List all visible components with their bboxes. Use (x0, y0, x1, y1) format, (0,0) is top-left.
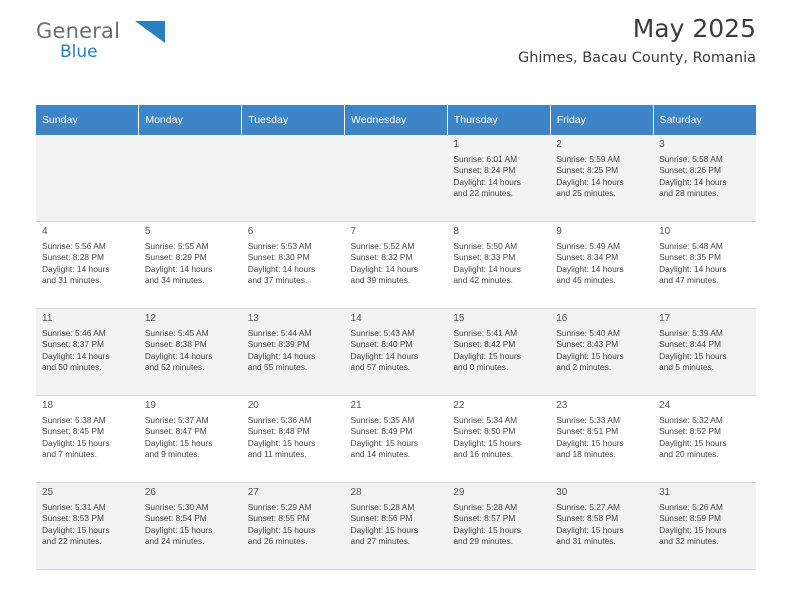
day-detail-line: Sunset: 8:39 PM (247, 339, 310, 350)
day-detail-line: and 2 minutes. (556, 362, 612, 373)
calendar-day-cell (345, 222, 448, 309)
day-detail-line: and 11 minutes. (247, 449, 307, 460)
day-number: 25 (42, 487, 54, 498)
day-detail-line: Sunset: 8:26 PM (659, 165, 721, 176)
day-detail-line: Sunrise: 5:27 AM (556, 501, 620, 512)
logo-blue-text: Blue (60, 42, 98, 62)
calendar-day-cell (447, 483, 550, 570)
flag-icon (135, 21, 165, 43)
calendar-day-cell (345, 483, 448, 570)
day-number: 13 (247, 313, 259, 324)
day-detail-line: and 27 minutes. (350, 536, 411, 547)
day-detail-line: Daylight: 14 hours (453, 263, 521, 274)
day-detail-line: Daylight: 15 hours (247, 524, 316, 535)
weekday-header-tuesday: Tuesday (242, 105, 345, 135)
day-number: 6 (247, 226, 254, 237)
day-detail-line: Sunrise: 5:34 AM (453, 414, 518, 425)
day-detail-line: Sunrise: 6:01 AM (453, 153, 518, 164)
day-detail-line: Sunrise: 5:28 AM (350, 501, 415, 512)
logo-general-text: General (36, 19, 121, 43)
calendar-day-cell (36, 309, 139, 396)
day-detail-line: Daylight: 15 hours (42, 437, 110, 448)
weekday-header-monday: Monday (139, 105, 242, 135)
day-detail-line: Daylight: 14 hours (556, 263, 624, 274)
day-detail-line: Sunrise: 5:33 AM (556, 414, 620, 425)
calendar-day-cell (447, 222, 550, 309)
day-detail-line: Sunrise: 5:39 AM (659, 327, 723, 338)
day-detail-line: Daylight: 14 hours (659, 263, 727, 274)
day-detail-line: Daylight: 14 hours (659, 176, 727, 187)
day-detail-line: and 22 minutes. (453, 188, 513, 199)
calendar-cell-empty (36, 135, 139, 222)
day-detail-line: Daylight: 15 hours (659, 350, 727, 361)
day-detail-line: and 20 minutes. (659, 449, 719, 460)
day-detail-line: Daylight: 14 hours (42, 263, 110, 274)
day-detail-line: Sunset: 8:53 PM (42, 513, 104, 524)
day-detail-line: Sunset: 8:34 PM (556, 252, 619, 263)
day-detail-line: and 22 minutes. (42, 536, 102, 547)
day-detail-line: Sunrise: 5:41 AM (453, 327, 518, 338)
day-detail-line: Daylight: 15 hours (453, 437, 521, 448)
calendar-day-cell (550, 396, 653, 483)
day-detail-line: Sunset: 8:52 PM (659, 426, 721, 437)
day-detail-line: Daylight: 14 hours (350, 263, 419, 274)
day-number: 7 (350, 226, 357, 237)
day-detail-line: and 7 minutes. (42, 449, 97, 460)
calendar-day-cell (550, 135, 653, 222)
day-number: 12 (144, 313, 156, 324)
day-detail-line: Daylight: 15 hours (659, 437, 727, 448)
day-detail-line: and 26 minutes. (247, 536, 308, 547)
day-detail-line: Daylight: 14 hours (42, 350, 110, 361)
day-detail-line: Sunrise: 5:49 AM (556, 240, 620, 251)
day-detail-line: Sunrise: 5:26 AM (659, 501, 723, 512)
calendar-week-row (36, 396, 756, 483)
day-detail-line: and 50 minutes. (42, 362, 102, 373)
day-number: 9 (556, 226, 562, 237)
day-detail-line: Daylight: 15 hours (350, 524, 419, 535)
day-number: 2 (556, 139, 562, 150)
day-detail-line: Daylight: 14 hours (247, 350, 316, 361)
day-number: 19 (144, 400, 156, 411)
day-detail-line: and 24 minutes. (144, 536, 205, 547)
calendar-day-cell (653, 135, 756, 222)
day-number: 14 (350, 313, 362, 324)
calendar-cell-empty (242, 135, 345, 222)
day-number: 16 (556, 313, 568, 324)
day-detail-line: Sunset: 8:49 PM (350, 426, 413, 437)
day-detail-line: and 34 minutes. (144, 275, 205, 286)
day-detail-line: Daylight: 15 hours (556, 524, 624, 535)
day-number: 30 (556, 487, 568, 498)
day-number: 31 (659, 487, 671, 498)
calendar-day-cell (550, 309, 653, 396)
day-detail-line: Sunrise: 5:30 AM (144, 501, 209, 512)
calendar-day-cell (447, 396, 550, 483)
day-detail-line: Sunset: 8:51 PM (556, 426, 619, 437)
day-number: 3 (659, 139, 665, 150)
day-number: 15 (453, 313, 465, 324)
day-detail-line: Daylight: 15 hours (144, 524, 213, 535)
day-detail-line: Sunset: 8:35 PM (659, 252, 721, 263)
day-number: 24 (659, 400, 671, 411)
day-detail-line: Sunset: 8:42 PM (453, 339, 516, 350)
day-detail-line: Sunset: 8:28 PM (42, 252, 104, 263)
day-detail-line: Sunset: 8:30 PM (247, 252, 310, 263)
calendar-table (36, 105, 756, 570)
day-number: 8 (453, 226, 459, 237)
day-detail-line: Sunset: 8:24 PM (453, 165, 516, 176)
day-detail-line: Daylight: 14 hours (144, 350, 213, 361)
day-detail-line: and 18 minutes. (556, 449, 616, 460)
calendar-day-cell (139, 396, 242, 483)
day-detail-line: and 9 minutes. (144, 449, 200, 460)
day-detail-line: Sunrise: 5:40 AM (556, 327, 620, 338)
calendar-day-cell (242, 222, 345, 309)
day-number: 1 (453, 139, 459, 150)
day-detail-line: Sunrise: 5:35 AM (350, 414, 415, 425)
day-detail-line: Daylight: 15 hours (144, 437, 213, 448)
day-number: 22 (453, 400, 465, 411)
day-detail-line: and 32 minutes. (659, 536, 719, 547)
calendar-cell-empty (345, 135, 448, 222)
day-number: 28 (350, 487, 362, 498)
day-detail-line: Sunrise: 5:45 AM (144, 327, 209, 338)
day-number: 10 (659, 226, 671, 237)
calendar-day-cell (653, 222, 756, 309)
calendar-day-cell (139, 222, 242, 309)
location-subtitle: Ghimes, Bacau County, Romania (517, 50, 756, 66)
weekday-header-wednesday: Wednesday (345, 105, 448, 135)
day-detail-line: Sunrise: 5:53 AM (247, 240, 312, 251)
day-number: 27 (247, 487, 259, 498)
day-number: 18 (42, 400, 54, 411)
day-detail-line: and 45 minutes. (556, 275, 616, 286)
calendar-day-cell (36, 483, 139, 570)
day-detail-line: Sunset: 8:45 PM (42, 426, 104, 437)
day-detail-line: Sunset: 8:43 PM (556, 339, 619, 350)
page-header (36, 0, 756, 72)
day-detail-line: Sunrise: 5:52 AM (350, 240, 415, 251)
day-detail-line: Sunrise: 5:44 AM (247, 327, 312, 338)
day-detail-line: and 5 minutes. (659, 362, 714, 373)
day-detail-line: and 0 minutes. (453, 362, 509, 373)
calendar-day-cell (447, 135, 550, 222)
calendar-week-row (36, 483, 756, 570)
day-number: 17 (659, 313, 671, 324)
calendar-body (36, 135, 756, 570)
day-detail-line: Daylight: 15 hours (659, 524, 727, 535)
day-detail-line: and 55 minutes. (247, 362, 308, 373)
calendar-day-cell (345, 309, 448, 396)
day-detail-line: Sunset: 8:40 PM (350, 339, 413, 350)
calendar-day-cell (447, 309, 550, 396)
calendar-week-row (36, 309, 756, 396)
day-detail-line: Sunset: 8:32 PM (350, 252, 413, 263)
day-detail-line: Sunset: 8:44 PM (659, 339, 721, 350)
day-detail-line: Daylight: 15 hours (556, 437, 624, 448)
day-detail-line: Sunrise: 5:28 AM (453, 501, 518, 512)
day-detail-line: Daylight: 14 hours (556, 176, 624, 187)
calendar-cell-empty (139, 135, 242, 222)
day-detail-line: Sunset: 8:25 PM (556, 165, 619, 176)
calendar-week-row (36, 222, 756, 309)
day-detail-line: Daylight: 15 hours (350, 437, 419, 448)
day-detail-line: Sunrise: 5:56 AM (42, 240, 106, 251)
day-detail-line: Sunset: 8:55 PM (247, 513, 310, 524)
day-detail-line: Sunrise: 5:48 AM (659, 240, 723, 251)
day-detail-line: Sunrise: 5:58 AM (659, 153, 723, 164)
calendar-day-cell (242, 483, 345, 570)
day-detail-line: and 29 minutes. (453, 536, 513, 547)
day-detail-line: Sunrise: 5:29 AM (247, 501, 312, 512)
calendar-day-cell (242, 309, 345, 396)
weekday-header-thursday: Thursday (447, 105, 550, 135)
weekday-header-sunday: Sunday (36, 105, 139, 135)
day-detail-line: Daylight: 15 hours (453, 350, 521, 361)
day-detail-line: Daylight: 15 hours (42, 524, 110, 535)
day-detail-line: Sunrise: 5:55 AM (144, 240, 209, 251)
calendar-day-cell (653, 483, 756, 570)
day-detail-line: Sunset: 8:59 PM (659, 513, 721, 524)
day-detail-line: and 39 minutes. (350, 275, 411, 286)
day-detail-line: and 42 minutes. (453, 275, 513, 286)
day-number: 20 (247, 400, 259, 411)
day-detail-line: Sunrise: 5:59 AM (556, 153, 620, 164)
day-detail-line: and 16 minutes. (453, 449, 513, 460)
day-detail-line: Sunrise: 5:46 AM (42, 327, 106, 338)
day-detail-line: and 31 minutes. (556, 536, 616, 547)
day-detail-line: Daylight: 14 hours (453, 176, 521, 187)
day-detail-line: Sunset: 8:33 PM (453, 252, 516, 263)
day-detail-line: Sunset: 8:37 PM (42, 339, 104, 350)
day-detail-line: Sunset: 8:29 PM (144, 252, 207, 263)
day-detail-line: Daylight: 14 hours (247, 263, 316, 274)
day-number: 29 (453, 487, 465, 498)
day-detail-line: Sunrise: 5:31 AM (42, 501, 106, 512)
day-detail-line: Sunset: 8:38 PM (144, 339, 207, 350)
day-number: 4 (42, 226, 48, 237)
day-detail-line: Sunrise: 5:38 AM (42, 414, 106, 425)
calendar-day-cell (36, 396, 139, 483)
day-detail-line: Daylight: 15 hours (453, 524, 521, 535)
weekday-header-saturday: Saturday (653, 105, 756, 135)
day-number: 23 (556, 400, 568, 411)
day-detail-line: Sunset: 8:54 PM (144, 513, 207, 524)
day-detail-line: Sunrise: 5:36 AM (247, 414, 312, 425)
day-detail-line: and 14 minutes. (350, 449, 411, 460)
calendar-day-cell (139, 309, 242, 396)
calendar-day-cell (242, 396, 345, 483)
day-detail-line: Daylight: 14 hours (144, 263, 213, 274)
day-detail-line: Sunset: 8:56 PM (350, 513, 413, 524)
calendar-day-cell (139, 483, 242, 570)
day-detail-line: and 25 minutes. (556, 188, 616, 199)
day-detail-line: and 31 minutes. (42, 275, 102, 286)
calendar-day-cell (345, 396, 448, 483)
day-number: 11 (42, 313, 53, 324)
day-detail-line: Sunset: 8:50 PM (453, 426, 516, 437)
calendar-day-cell (653, 396, 756, 483)
day-number: 21 (350, 400, 362, 411)
day-detail-line: and 57 minutes. (350, 362, 411, 373)
day-detail-line: Sunset: 8:57 PM (453, 513, 516, 524)
day-detail-line: and 52 minutes. (144, 362, 205, 373)
day-detail-line: Sunrise: 5:32 AM (659, 414, 723, 425)
day-detail-line: and 47 minutes. (659, 275, 719, 286)
day-detail-line: Sunrise: 5:50 AM (453, 240, 518, 251)
day-number: 26 (144, 487, 156, 498)
weekday-header-friday: Friday (550, 105, 653, 135)
day-detail-line: Sunset: 8:48 PM (247, 426, 310, 437)
day-detail-line: Sunrise: 5:37 AM (144, 414, 209, 425)
weekday-header-row (36, 105, 756, 135)
day-detail-line: and 37 minutes. (247, 275, 308, 286)
calendar-day-cell (653, 309, 756, 396)
day-detail-line: Sunset: 8:47 PM (144, 426, 207, 437)
logo (36, 20, 216, 61)
day-detail-line: Sunrise: 5:43 AM (350, 327, 415, 338)
day-detail-line: and 28 minutes. (659, 188, 719, 199)
day-detail-line: Daylight: 14 hours (350, 350, 419, 361)
day-detail-line: Daylight: 15 hours (247, 437, 316, 448)
calendar-week-row (36, 135, 756, 222)
day-number: 5 (144, 226, 151, 237)
calendar-day-cell (550, 222, 653, 309)
day-detail-line: Sunset: 8:58 PM (556, 513, 619, 524)
calendar-day-cell (36, 222, 139, 309)
calendar-day-cell (550, 483, 653, 570)
day-detail-line: Daylight: 15 hours (556, 350, 624, 361)
page-title: May 2025 (632, 14, 756, 43)
